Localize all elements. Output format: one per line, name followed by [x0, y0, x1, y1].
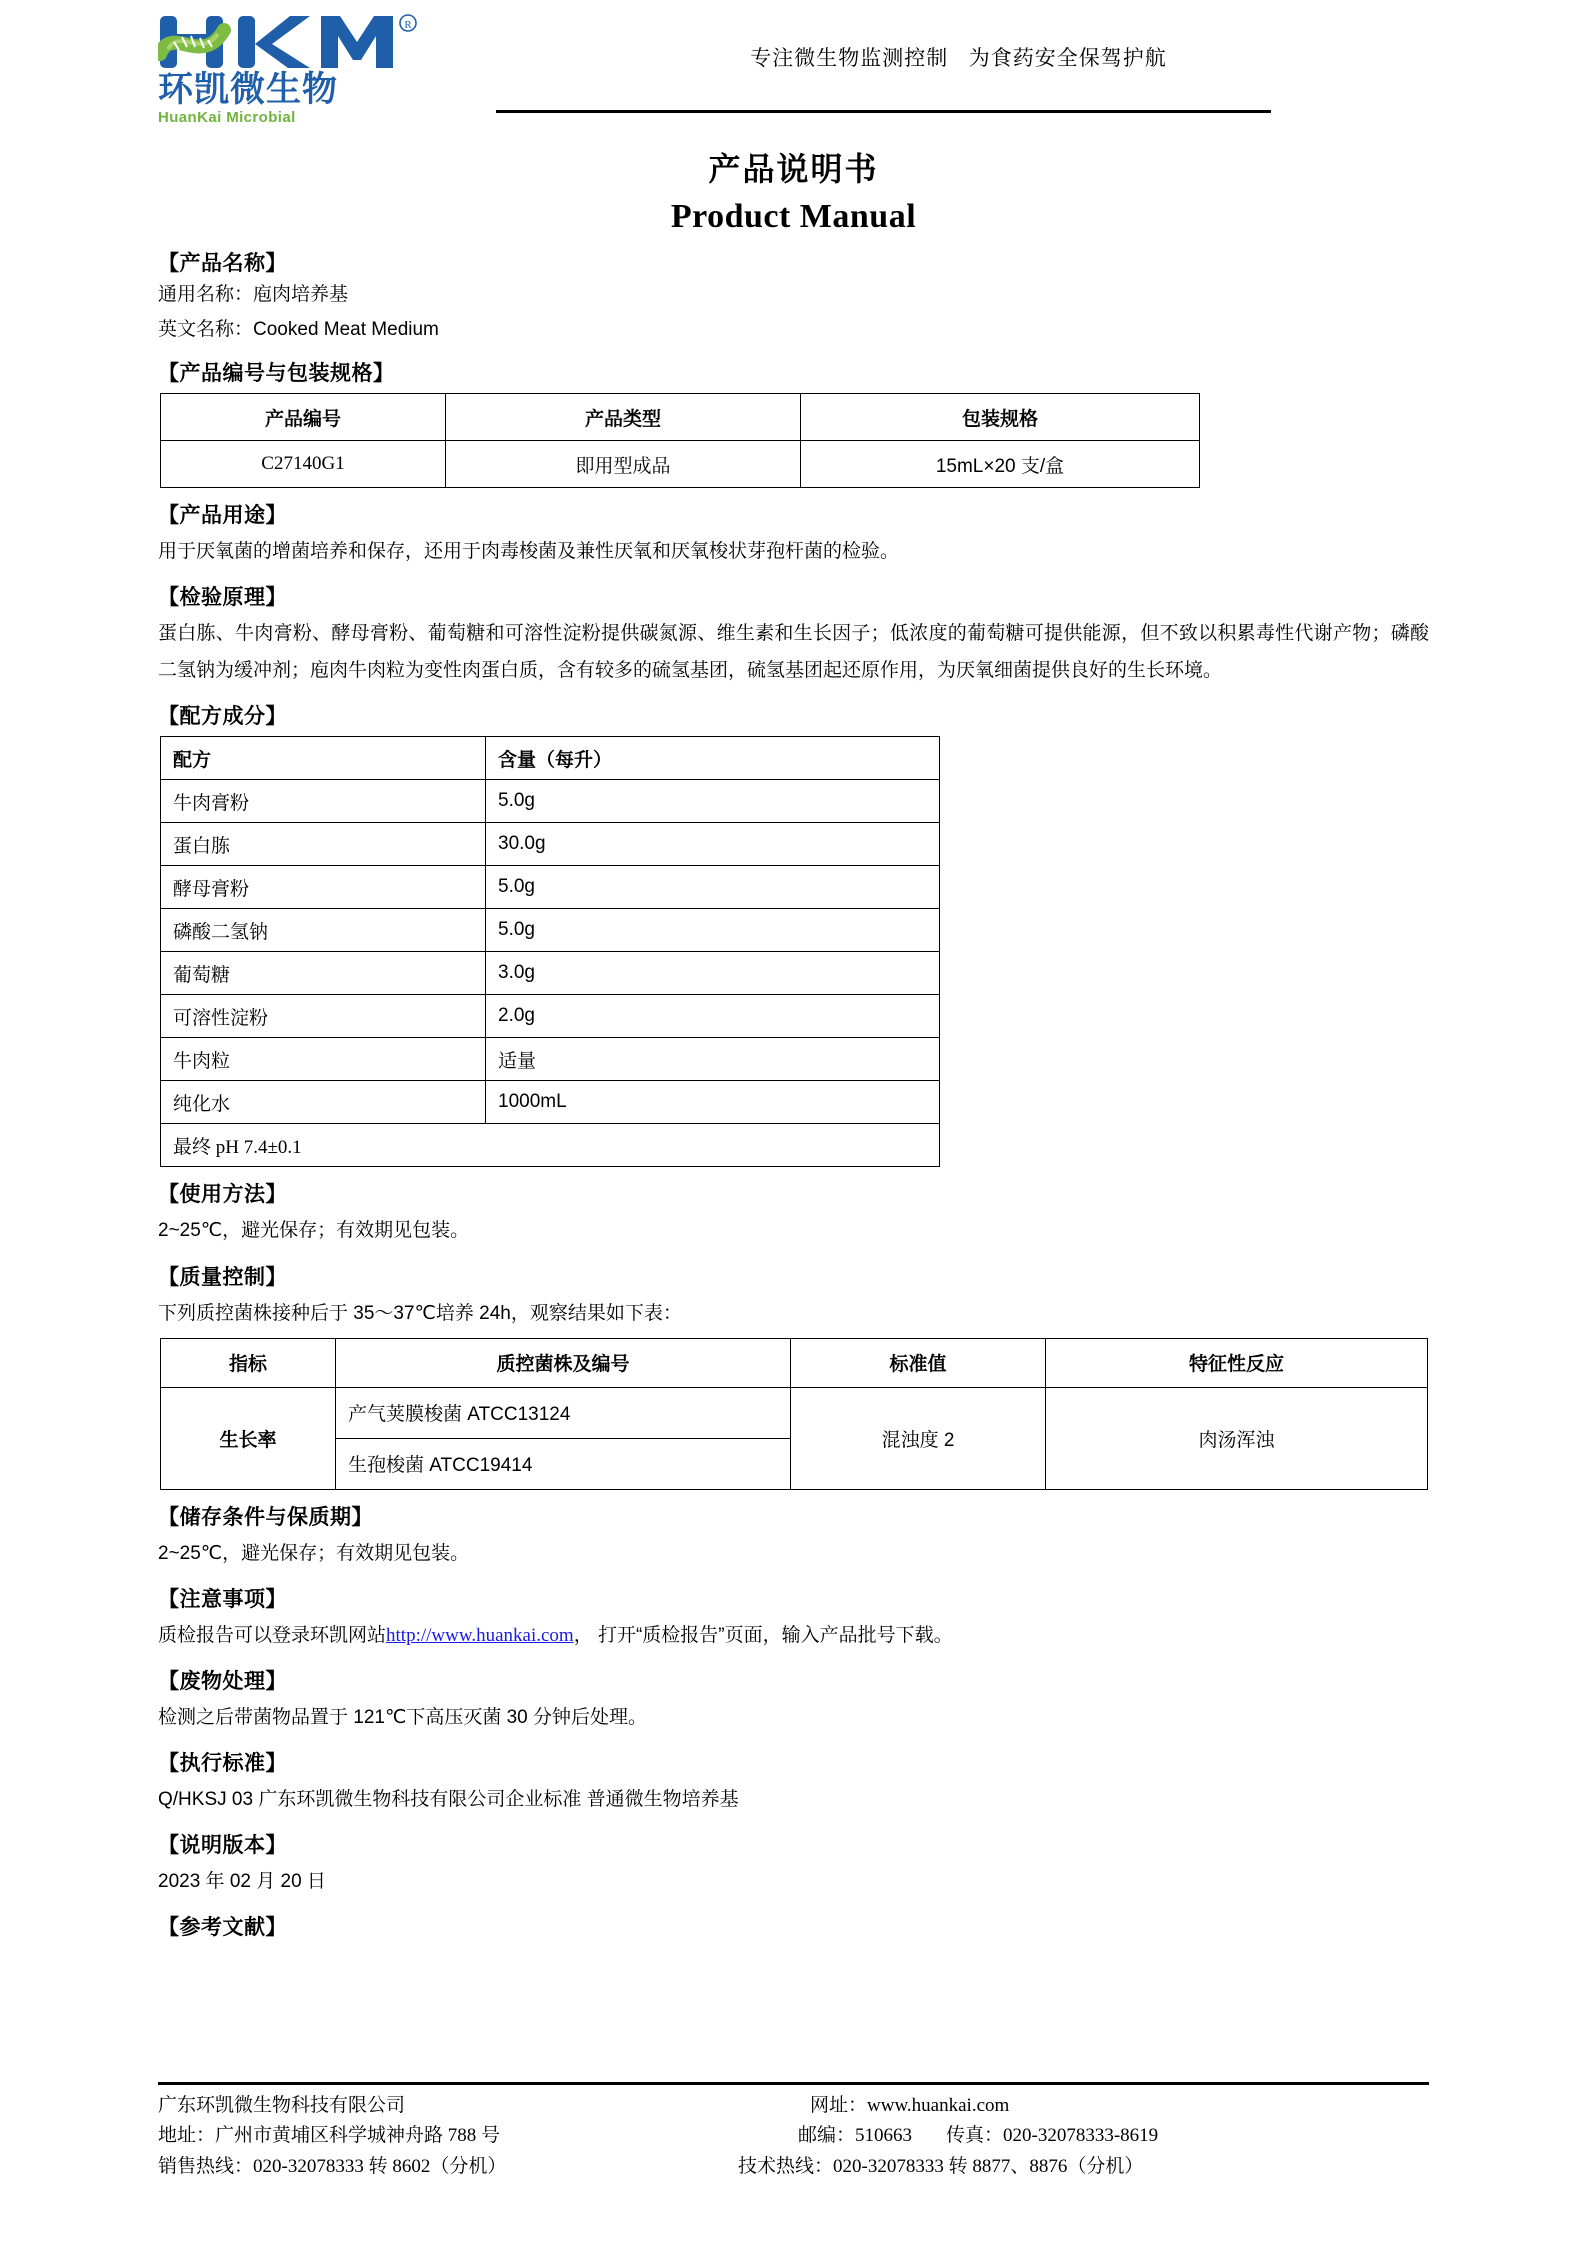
- section-heading-standard: 【执行标准】: [158, 1751, 287, 1775]
- section-heading-usage: 【产品用途】: [158, 504, 287, 528]
- col-package-spec: 包装规格: [801, 394, 1200, 441]
- company-logo: [158, 0, 458, 126]
- footer-address: 地址：广州市黄埔区科学城神舟路 788 号: [158, 2125, 501, 2147]
- huankai-website-link[interactable]: http://www.huankai.com: [386, 1624, 574, 1646]
- ingredient-amount: 3.0g: [486, 952, 940, 995]
- cell-standard-value: 混浊度 2: [791, 1387, 1046, 1489]
- ingredient-name: 牛肉粒: [161, 1038, 486, 1081]
- table-header-row: [161, 394, 1200, 441]
- cell-strain: 产气荚膜梭菌 ATCC13124: [336, 1387, 791, 1438]
- code-spec-table: [160, 393, 1200, 488]
- footer-row-3: [158, 2152, 1429, 2183]
- table-row: [161, 780, 940, 823]
- cell-strain: 生孢梭菌 ATCC19414: [336, 1438, 791, 1489]
- ingredient-name: 葡萄糖: [161, 952, 486, 995]
- table-row: [161, 1038, 940, 1081]
- section-heading-notes: 【注意事项】: [158, 1587, 287, 1611]
- table-header-row: [161, 737, 940, 780]
- quality-control-table: [160, 1338, 1428, 1490]
- table-row: [161, 995, 940, 1038]
- table-header-row: [161, 1338, 1428, 1387]
- cell-package-spec: 15mL×20 支/盒: [801, 441, 1200, 488]
- logo-english-name: HuanKai Microbial: [158, 108, 296, 126]
- table-row: [161, 441, 1200, 488]
- footer-sales-hotline: 销售热线：020-32078333 转 8602（分机）: [158, 2156, 507, 2178]
- hkm-logo-icon: [158, 14, 428, 72]
- page-footer: [158, 2082, 1429, 2183]
- ingredient-amount: 1000mL: [486, 1081, 940, 1124]
- section-heading-quality-control: 【质量控制】: [158, 1265, 287, 1289]
- ingredient-name: 牛肉膏粉: [161, 780, 486, 823]
- col-standard-value: 标准值: [791, 1338, 1046, 1387]
- page-header: [158, 0, 1429, 126]
- section-heading-waste: 【废物处理】: [158, 1669, 287, 1693]
- section-heading-version: 【说明版本】: [158, 1833, 287, 1857]
- footer-tech-hotline: 技术热线：020-32078333 转 8877、8876（分机）: [738, 2156, 1144, 2178]
- cell-product-type: 即用型成品: [446, 441, 801, 488]
- ingredient-amount: 5.0g: [486, 909, 940, 952]
- ingredient-name: 磷酸二氢钠: [161, 909, 486, 952]
- col-ingredient: 配方: [161, 737, 486, 780]
- storage-text: 2~25℃，避光保存；有效期见包装。: [158, 1542, 470, 1564]
- table-row: [161, 823, 940, 866]
- english-name-value: Cooked Meat Medium: [253, 318, 439, 340]
- logo-chinese-name: 环凯微生物: [158, 70, 339, 109]
- notes-text-after: ， 打开“质检报告”页面，输入产品批号下载。: [573, 1624, 953, 1646]
- english-name-label: 英文名称：: [158, 318, 254, 340]
- tagline-container: [458, 0, 1429, 72]
- col-product-type: 产品类型: [446, 394, 801, 441]
- formula-table: [160, 736, 940, 1167]
- ph-note: 最终 pH 7.4±0.1: [161, 1124, 940, 1167]
- notes-text: [158, 1617, 1429, 1654]
- table-row: [161, 1081, 940, 1124]
- col-indicator: 指标: [161, 1338, 336, 1387]
- table-row: [161, 866, 940, 909]
- cell-product-code: C27140G1: [161, 441, 446, 488]
- col-reaction: 特征性反应: [1046, 1338, 1428, 1387]
- waste-text: 检测之后带菌物品置于 121℃下高压灭菌 30 分钟后处理。: [158, 1706, 648, 1728]
- section-heading-storage: 【储存条件与保质期】: [158, 1505, 373, 1529]
- ingredient-name: 酵母膏粉: [161, 866, 486, 909]
- footer-fax: 传真：020-32078333-8619: [946, 2125, 1159, 2147]
- company-tagline: 专注微生物监测控制 为食药安全保驾护航: [750, 47, 1167, 70]
- header-divider: [496, 110, 1271, 113]
- notes-text-before: 质检报告可以登录环凯网站: [158, 1624, 387, 1646]
- qc-intro-text: 下列质控菌株接种后于 35～37℃培养 24h，观察结果如下表：: [158, 1302, 682, 1324]
- page-title-cn: 产品说明书: [708, 151, 879, 187]
- svg-text:R: R: [404, 19, 412, 31]
- footer-row-2: [158, 2121, 1429, 2152]
- english-name-row: [158, 314, 1429, 347]
- table-row: [161, 952, 940, 995]
- cell-indicator: 生长率: [161, 1387, 336, 1489]
- col-amount: 含量（每升）: [486, 737, 940, 780]
- table-row: [161, 909, 940, 952]
- common-name-row: [158, 279, 1429, 312]
- ingredient-amount: 5.0g: [486, 780, 940, 823]
- ingredient-amount: 2.0g: [486, 995, 940, 1038]
- method-text: 2~25℃，避光保存；有效期见包装。: [158, 1220, 470, 1242]
- col-strain: 质控菌株及编号: [336, 1338, 791, 1387]
- ingredient-name: 纯化水: [161, 1081, 486, 1124]
- section-heading-references: 【参考文献】: [158, 1915, 287, 1939]
- version-text: 2023 年 02 月 20 日: [158, 1870, 326, 1892]
- usage-text: 用于厌氧菌的增菌培养和保存，还用于肉毒梭菌及兼性厌氧和厌氧梭状芽孢杆菌的检验。: [158, 541, 900, 563]
- footer-company: 广东环凯微生物科技有限公司: [158, 2094, 406, 2116]
- ingredient-name: 蛋白胨: [161, 823, 486, 866]
- section-heading-product-name: 【产品名称】: [158, 252, 287, 275]
- section-heading-formula: 【配方成分】: [158, 705, 287, 729]
- col-product-code: 产品编号: [161, 394, 446, 441]
- page-title-en: Product Manual: [670, 198, 917, 235]
- common-name-label: 通用名称：: [158, 284, 254, 305]
- ingredient-amount: 适量: [486, 1038, 940, 1081]
- footer-website: 网址：www.huankai.com: [810, 2094, 1010, 2116]
- common-name-value: 庖肉培养基: [253, 284, 349, 305]
- footer-postcode: 邮编：510663: [798, 2125, 913, 2147]
- section-heading-principle: 【检验原理】: [158, 586, 287, 610]
- hkm-logo-mark: [158, 14, 428, 70]
- principle-text: 蛋白胨、牛肉膏粉、酵母膏粉、葡萄糖和可溶性淀粉提供碳氮源、维生素和生长因子；低浓度的葡萄糖可提供能源，但不致以积累毒性代谢产物；磷酸二氢钠为缓冲剂；庖肉牛肉粒为变性肉蛋白质，含有较多的硫氢基团，硫氢基团起还原作用，为厌氧细菌提供良好的生长环境。: [158, 623, 1429, 682]
- ingredient-amount: 5.0g: [486, 866, 940, 909]
- footer-row-1: [158, 2091, 1429, 2122]
- standard-text: Q/HKSJ 03 广东环凯微生物科技有限公司企业标准 普通微生物培养基: [158, 1788, 739, 1810]
- section-heading-code-spec: 【产品编号与包装规格】: [158, 362, 395, 386]
- ingredient-amount: 30.0g: [486, 823, 940, 866]
- ingredient-name: 可溶性淀粉: [161, 995, 486, 1038]
- table-row: [161, 1387, 1428, 1438]
- ph-note-row: [161, 1124, 940, 1167]
- cell-reaction: 肉汤浑浊: [1046, 1387, 1428, 1489]
- section-heading-method: 【使用方法】: [158, 1183, 287, 1207]
